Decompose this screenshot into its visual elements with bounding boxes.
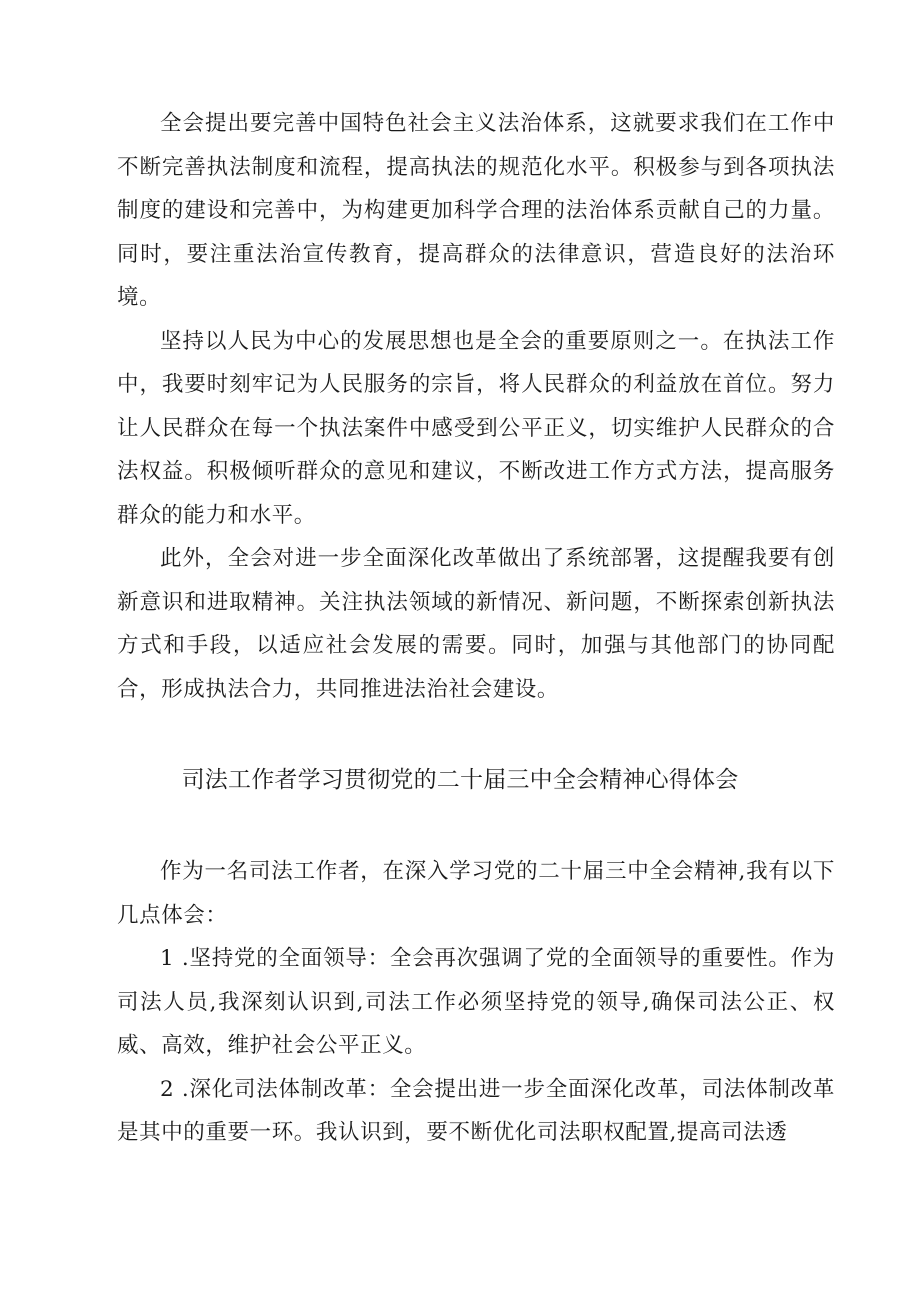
section-two-body: [117, 850, 835, 1155]
paragraph-point-1: 1 .坚持党的全面领导：全会再次强调了党的全面领导的重要性。作为司法人员,我深刻认识到,司法工作必须坚持党的领导,确保司法公正、权威、高效，维护社会公平正义。: [117, 946, 835, 1058]
section-two-title: 司法工作者学习贯彻党的二十届三中全会精神心得体会: [181, 767, 739, 793]
paragraph-reform-innovation: 此外，全会对进一步全面深化改革做出了系统部署，这提醒我要有创新意识和进取精神。关注执法领域的新情况、新问题，不断探索创新执法方式和手段，以适应社会发展的需要。同时，加强与其他部门的协同配合，形成执法合力，共同推进法治社会建设。: [117, 546, 835, 702]
section-one-body: [117, 102, 835, 711]
paragraph-legal-system: 全会提出要完善中国特色社会主义法治体系，这就要求我们在工作中不断完善执法制度和流程，提高执法的规范化水平。积极参与到各项执法制度的建设和完善中，为构建更加科学合理的法治体系贡献自己的力量。同时，要注重法治宣传教育，提高群众的法律意识，营造良好的法治环境。: [117, 111, 835, 310]
paragraph-intro: 作为一名司法工作者，在深入学习党的二十届三中全会精神,我有以下几点体会：: [117, 859, 835, 928]
paragraph-people-centered: 坚持以人民为中心的发展思想也是全会的重要原则之一。在执法工作中，我要时刻牢记为人民服务的宗旨，将人民群众的利益放在首位。努力让人民群众在每一个执法案件中感受到公平正义，切实维护人民群众的合法权益。积极倾听群众的意见和建议，不断改进工作方式方法，提高服务群众的能力和水平。: [117, 328, 835, 528]
paragraph-point-2: 2 .深化司法体制改革：全会提出进一步全面深化改革，司法体制改革是其中的重要一环。我认识到，要不断优化司法职权配置,提高司法透: [117, 1076, 835, 1145]
